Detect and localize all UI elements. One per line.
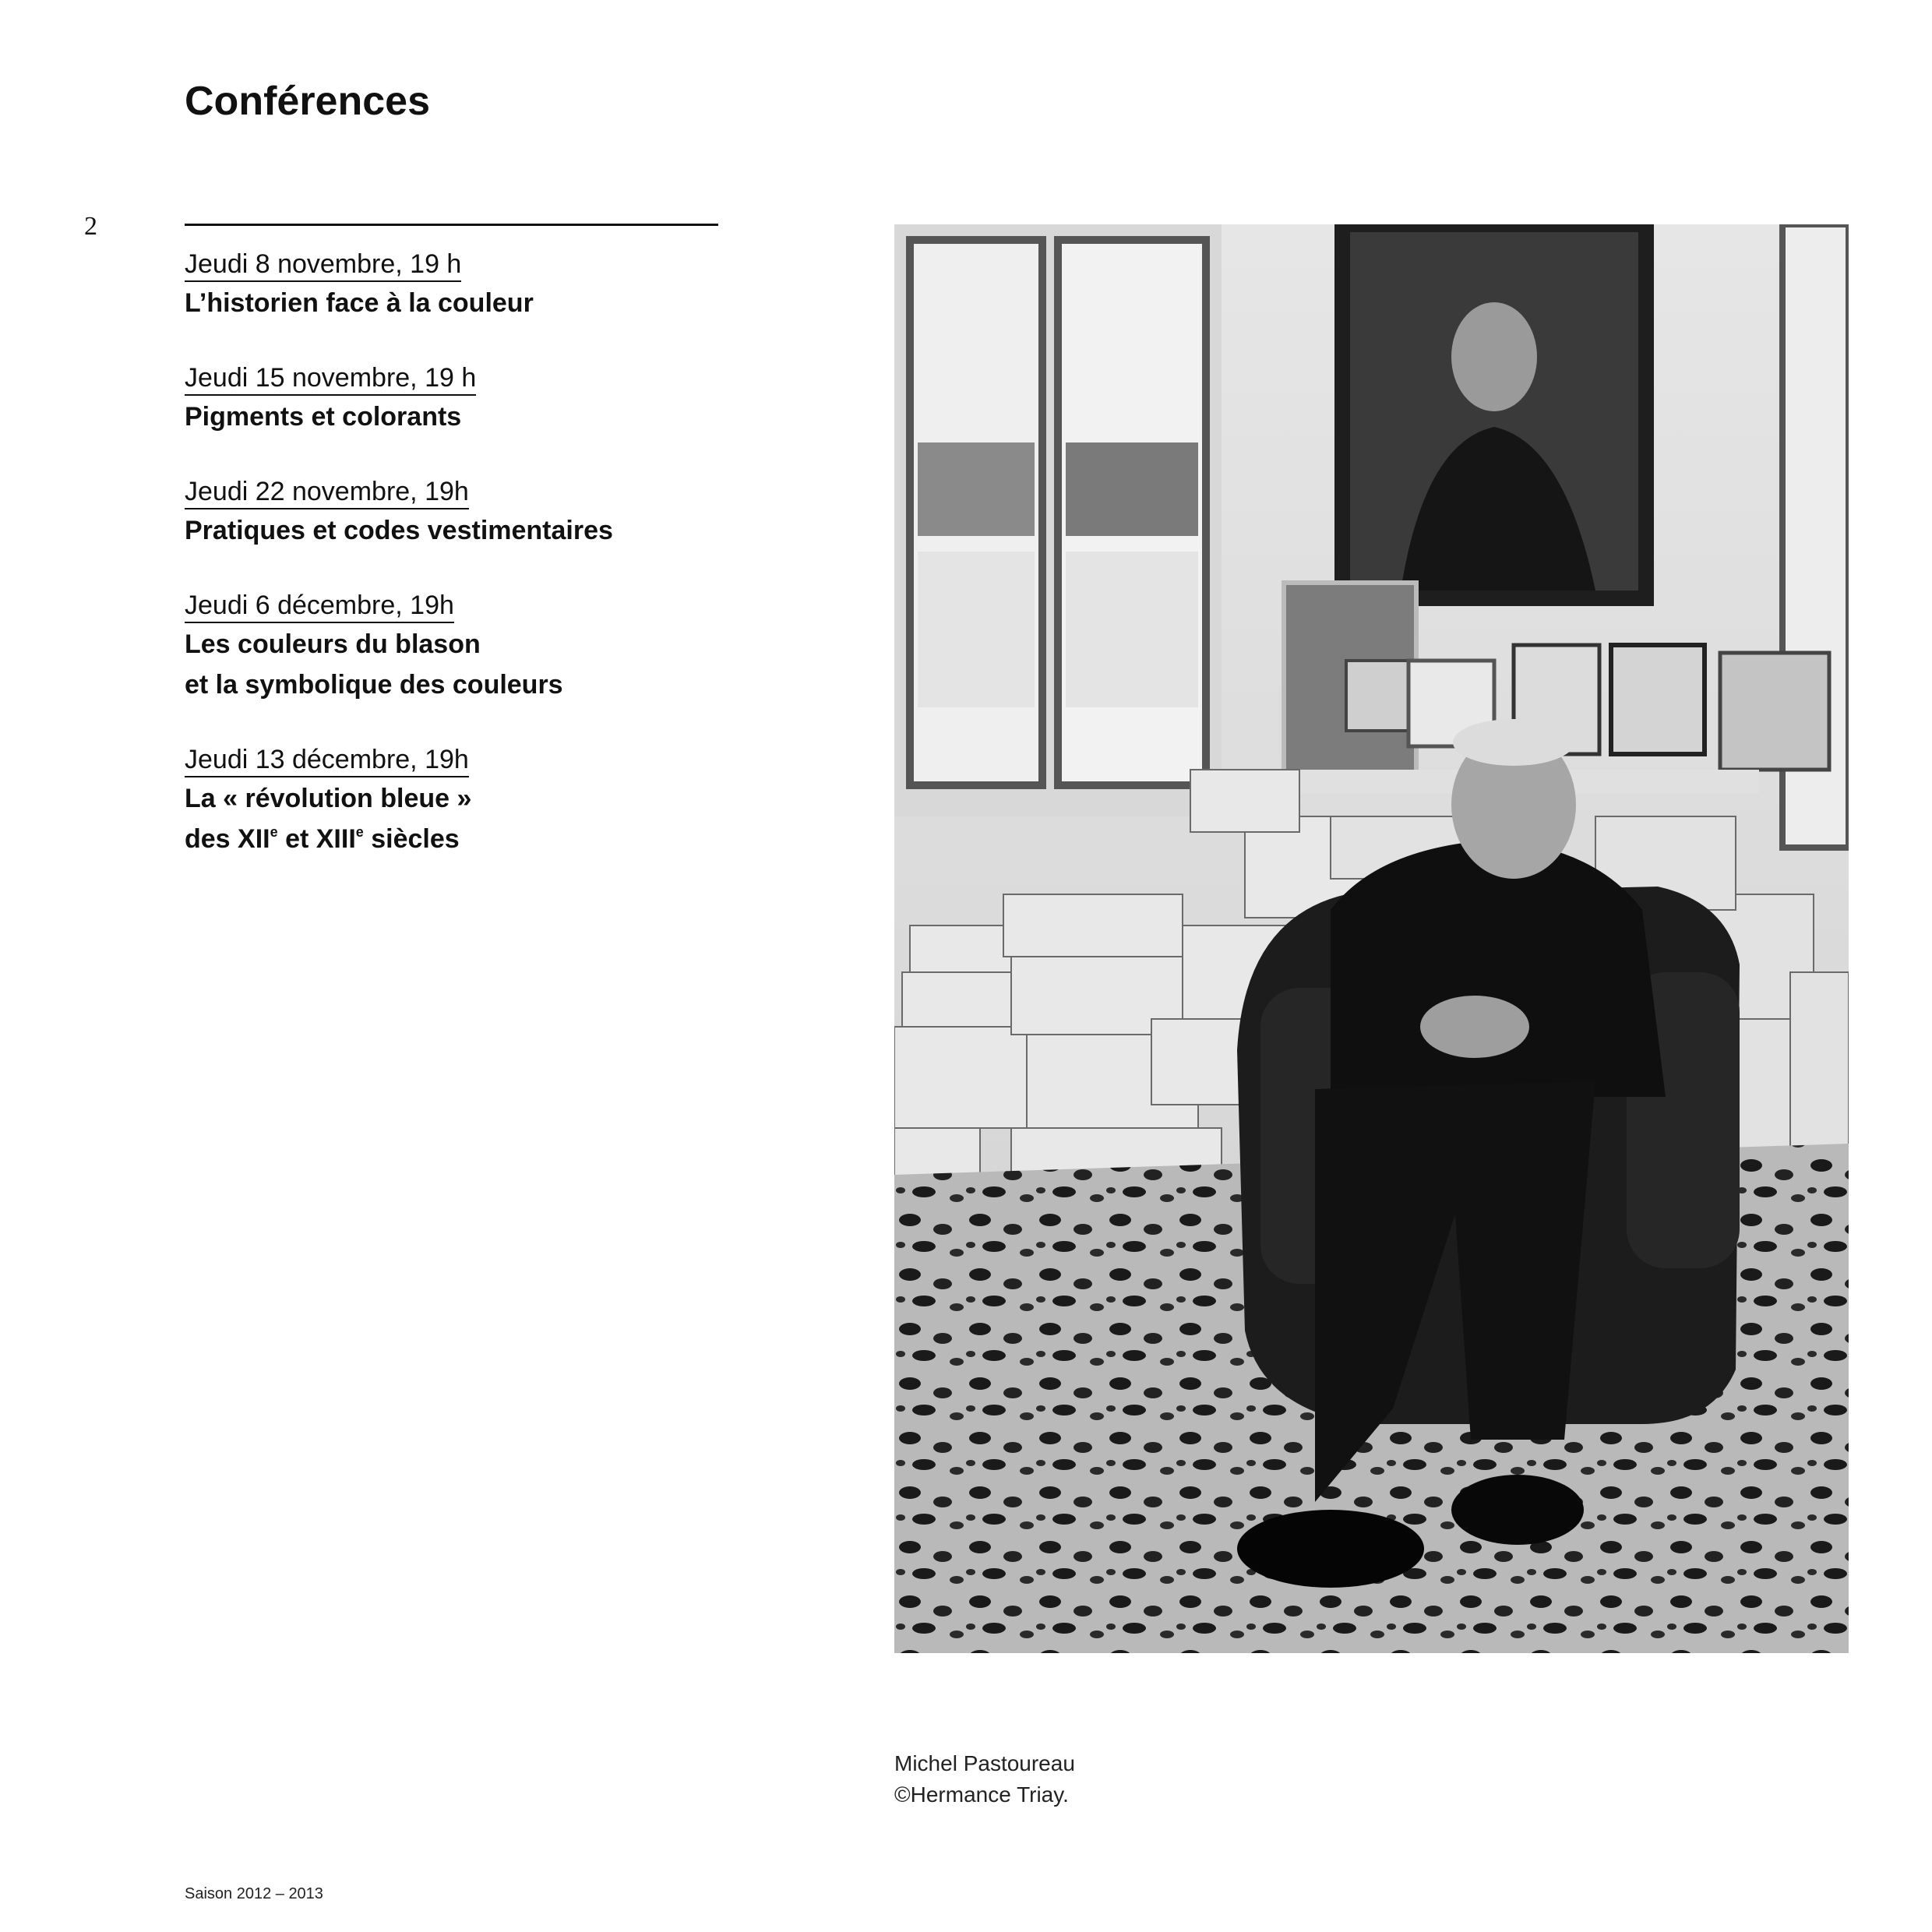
footer-season: Saison 2012 – 2013: [185, 1885, 323, 1902]
page-title: Conférences: [185, 79, 430, 124]
event-title-line-1: Les couleurs du blason: [185, 629, 481, 659]
event-title-line-2: [185, 820, 730, 858]
event-list: [185, 248, 730, 897]
photo-illustration: [894, 224, 1849, 1653]
caption-subject: Michel Pastoureau: [894, 1751, 1075, 1775]
event-title: Pigments et colorants: [185, 402, 462, 432]
event-item: [185, 475, 730, 550]
event-date: Jeudi 15 novembre, 19 h: [185, 361, 476, 396]
event-item: [185, 361, 730, 436]
century-text: siècles: [363, 824, 460, 854]
event-date: Jeudi 6 décembre, 19h: [185, 589, 454, 623]
event-item: [185, 248, 730, 323]
event-title: L’historien face à la couleur: [185, 288, 534, 318]
superscript: e: [355, 824, 364, 840]
event-date: Jeudi 13 décembre, 19h: [185, 743, 469, 777]
caption-credit: ©Hermance Triay.: [894, 1782, 1069, 1807]
section-divider: [185, 224, 718, 226]
event-title-line-1: La « révolution bleue »: [185, 784, 472, 813]
event-date: Jeudi 22 novembre, 19h: [185, 475, 469, 509]
event-item: [185, 743, 730, 858]
event-title: Pratiques et codes vestimentaires: [185, 516, 613, 545]
event-date: Jeudi 8 novembre, 19 h: [185, 248, 461, 282]
photo-caption: [894, 1748, 1075, 1810]
superscript: e: [270, 824, 278, 840]
event-title-line-2: et la symbolique des couleurs: [185, 670, 563, 700]
century-text: et XIII: [277, 824, 356, 854]
portrait-photo: [894, 224, 1849, 1653]
event-item: [185, 589, 730, 704]
page-number: 2: [84, 212, 97, 241]
century-text: des XII: [185, 824, 270, 854]
